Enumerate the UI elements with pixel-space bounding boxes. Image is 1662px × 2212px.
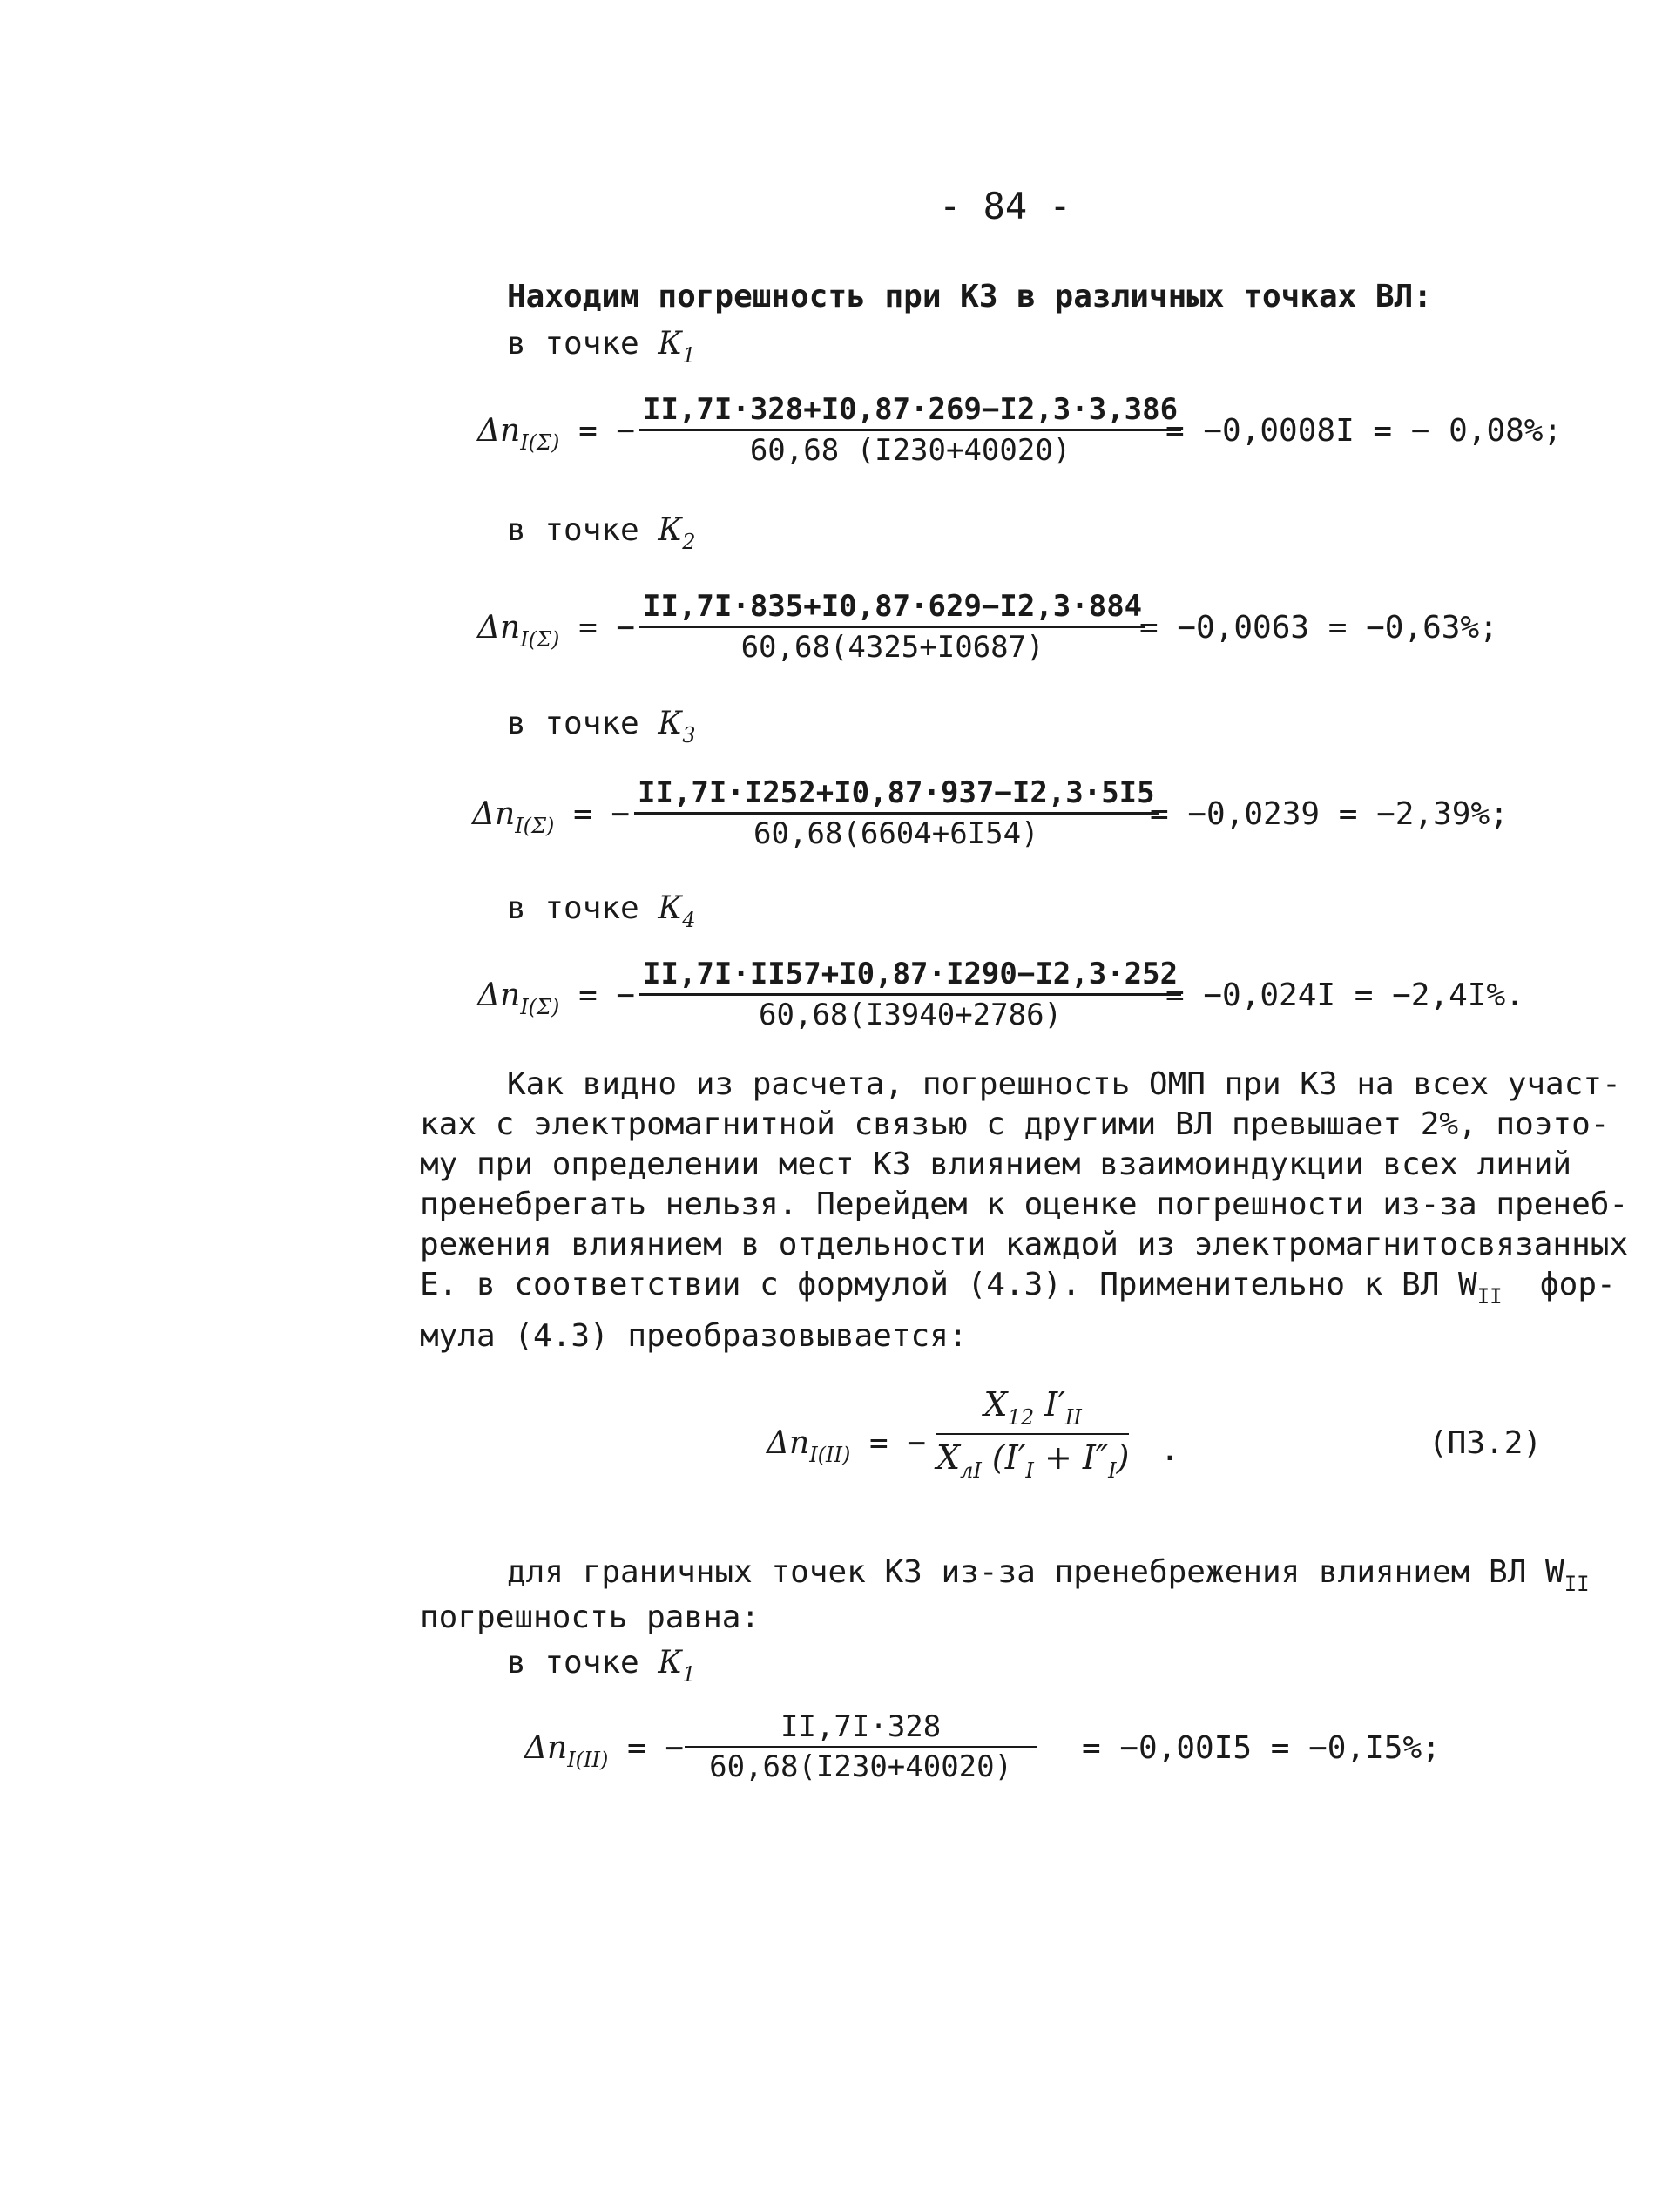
point-label-k1: [507, 326, 696, 368]
delta-n-subscript: I(Σ): [515, 814, 555, 838]
delta-n-subscript: I(II): [809, 1443, 851, 1467]
numerator: II,7I·II57+I0,87·I290−I2,3·252: [639, 957, 1181, 996]
formula-fraction: [936, 1385, 1129, 1483]
x-subscript: 12: [1007, 1405, 1035, 1430]
x-symbol: X: [983, 1385, 1008, 1424]
delta-n-symbol: Δn: [472, 796, 516, 832]
denominator: 60,68(4325+I0687): [740, 630, 1044, 665]
equation-lhs: [524, 1730, 684, 1772]
formula-p3-2: [767, 1385, 1543, 1507]
closing-line-1-subscript: II: [1564, 1572, 1590, 1596]
closing-line-1-text: для граничных точек КЗ из-за пренебрежения влиянием ВЛ W: [507, 1554, 1564, 1590]
numerator: II,7I·835+I0,87·629−I2,3·884: [639, 589, 1145, 628]
fraction: [639, 392, 1181, 468]
body-paragraph: [420, 1065, 1629, 1356]
equation-lhs: [477, 610, 635, 652]
point-symbol: К: [658, 1645, 683, 1681]
point-label-k2: [507, 512, 696, 554]
i-symbol: I′: [1044, 1385, 1065, 1424]
equation-result: = −0,0063 = −0,63%;: [1139, 610, 1498, 646]
denominator: 60,68(6604+6I54): [753, 816, 1039, 851]
i-subscript: II: [1064, 1405, 1082, 1430]
paragraph-line: Как видно из расчета, погрешность ОМП при КЗ на всех участ-: [507, 1066, 1621, 1102]
point-subscript: 1: [682, 1662, 696, 1687]
closing-line-2: погрешность равна:: [420, 1600, 760, 1635]
point-symbol: К: [658, 512, 683, 548]
page-number: - 84 -: [939, 185, 1071, 227]
point-symbol: К: [658, 326, 683, 362]
formula-lhs: [767, 1425, 926, 1467]
equation-lhs: [472, 796, 630, 838]
paragraph-line: [420, 1265, 1616, 1316]
fraction: [685, 1709, 1037, 1784]
equation-k4: [477, 957, 1549, 1052]
point-subscript: 3: [682, 723, 696, 747]
point-label-k1-closing: [507, 1645, 696, 1687]
point-label-text: в точке: [507, 326, 639, 362]
equation-lhs: [477, 977, 635, 1019]
paragraph-line: режения влиянием в отдельности каждой из электромагнитосвязанных: [420, 1227, 1629, 1262]
equals-minus: = −: [578, 977, 636, 1013]
delta-n-symbol: Δn: [477, 413, 521, 449]
denominator: 60,68(I230+40020): [709, 1749, 1013, 1784]
paragraph-line: пренебрегать нельзя. Перейдем к оценке погрешности из-за пренеб-: [420, 1187, 1629, 1222]
i-double-prime-symbol: + I″: [1044, 1438, 1109, 1477]
point-label-text: в точке: [507, 706, 639, 741]
equals-minus: = −: [578, 413, 636, 449]
x-symbol: X: [936, 1438, 961, 1477]
equals-minus: = −: [578, 610, 636, 646]
paragraph-line-text: Е. в соответствии с формулой (4.3). Применительно к ВЛ W: [420, 1267, 1477, 1302]
delta-n-subscript: I(Σ): [520, 627, 560, 652]
equation-lhs: [477, 413, 635, 455]
point-symbol: К: [658, 706, 683, 741]
numerator: II,7I·328: [685, 1709, 1037, 1748]
delta-n-symbol: Δn: [524, 1730, 568, 1766]
intro-text: Находим погрешность при КЗ в различных точках ВЛ:: [507, 279, 1433, 315]
formula-denominator: [936, 1435, 1129, 1483]
fraction: [639, 589, 1145, 665]
formula-dot: .: [1160, 1432, 1179, 1468]
point-symbol: К: [658, 890, 683, 926]
fraction: [639, 957, 1181, 1032]
paragraph-line-subscript: II: [1476, 1284, 1503, 1309]
denominator: 60,68(I3940+2786): [759, 998, 1063, 1032]
numerator: II,7I·328+I0,87·269−I2,3·3,386: [639, 392, 1181, 431]
equals-minus: = −: [869, 1425, 927, 1461]
i-subscript: I: [1108, 1458, 1117, 1483]
paragraph-line: мула (4.3) преобразовывается:: [420, 1318, 968, 1354]
equation-result: = −0,0239 = −2,39%;: [1150, 796, 1509, 832]
delta-n-subscript: I(Σ): [520, 430, 560, 455]
point-label-text: в точке: [507, 512, 639, 548]
equation-result: = −0,024I = −2,4I%.: [1165, 977, 1524, 1013]
point-subscript: 1: [682, 343, 696, 368]
denominator: 60,68 (I230+40020): [749, 433, 1071, 468]
paragraph-line: ках с электромагнитной связью с другими ВЛ превышает 2%, поэто-: [420, 1106, 1610, 1142]
equation-k1: [477, 392, 1563, 488]
formula-numerator: [936, 1385, 1129, 1435]
equation-result: = −0,00I5 = −0,I5%;: [1082, 1730, 1441, 1766]
closing-line-1: [507, 1554, 1590, 1596]
delta-n-symbol: Δn: [767, 1425, 810, 1461]
equals-minus: = −: [573, 796, 631, 832]
point-label-text: в точке: [507, 1645, 639, 1681]
close-paren: ): [1116, 1438, 1130, 1477]
point-subscript: 2: [682, 530, 696, 554]
point-label-text: в точке: [507, 890, 639, 926]
equation-k3: [472, 775, 1544, 871]
point-label-k3: [507, 706, 696, 747]
point-subscript: 4: [682, 908, 696, 932]
delta-n-symbol: Δn: [477, 977, 521, 1013]
delta-n-subscript: I(II): [567, 1748, 609, 1772]
x-subscript: лI: [960, 1458, 982, 1483]
equation-closing-k1: [524, 1709, 1483, 1805]
delta-n-subscript: I(Σ): [520, 995, 560, 1019]
i-subscript: I: [1025, 1458, 1034, 1483]
paragraph-line-tail: фор-: [1540, 1267, 1616, 1302]
equals-minus: = −: [627, 1730, 685, 1766]
i-prime-symbol: (I′: [991, 1438, 1026, 1477]
fraction: [634, 775, 1159, 851]
formula-number: (П3.2): [1429, 1425, 1543, 1461]
point-label-k4: [507, 890, 696, 932]
equation-result: = −0,0008I = − 0,08%;: [1165, 413, 1563, 449]
equation-k2: [477, 589, 1549, 685]
delta-n-symbol: Δn: [477, 610, 521, 646]
numerator: II,7I·I252+I0,87·937−I2,3·5I5: [634, 775, 1159, 815]
paragraph-line: му при определении мест КЗ влиянием взаимоиндукции всех линий: [420, 1147, 1572, 1182]
